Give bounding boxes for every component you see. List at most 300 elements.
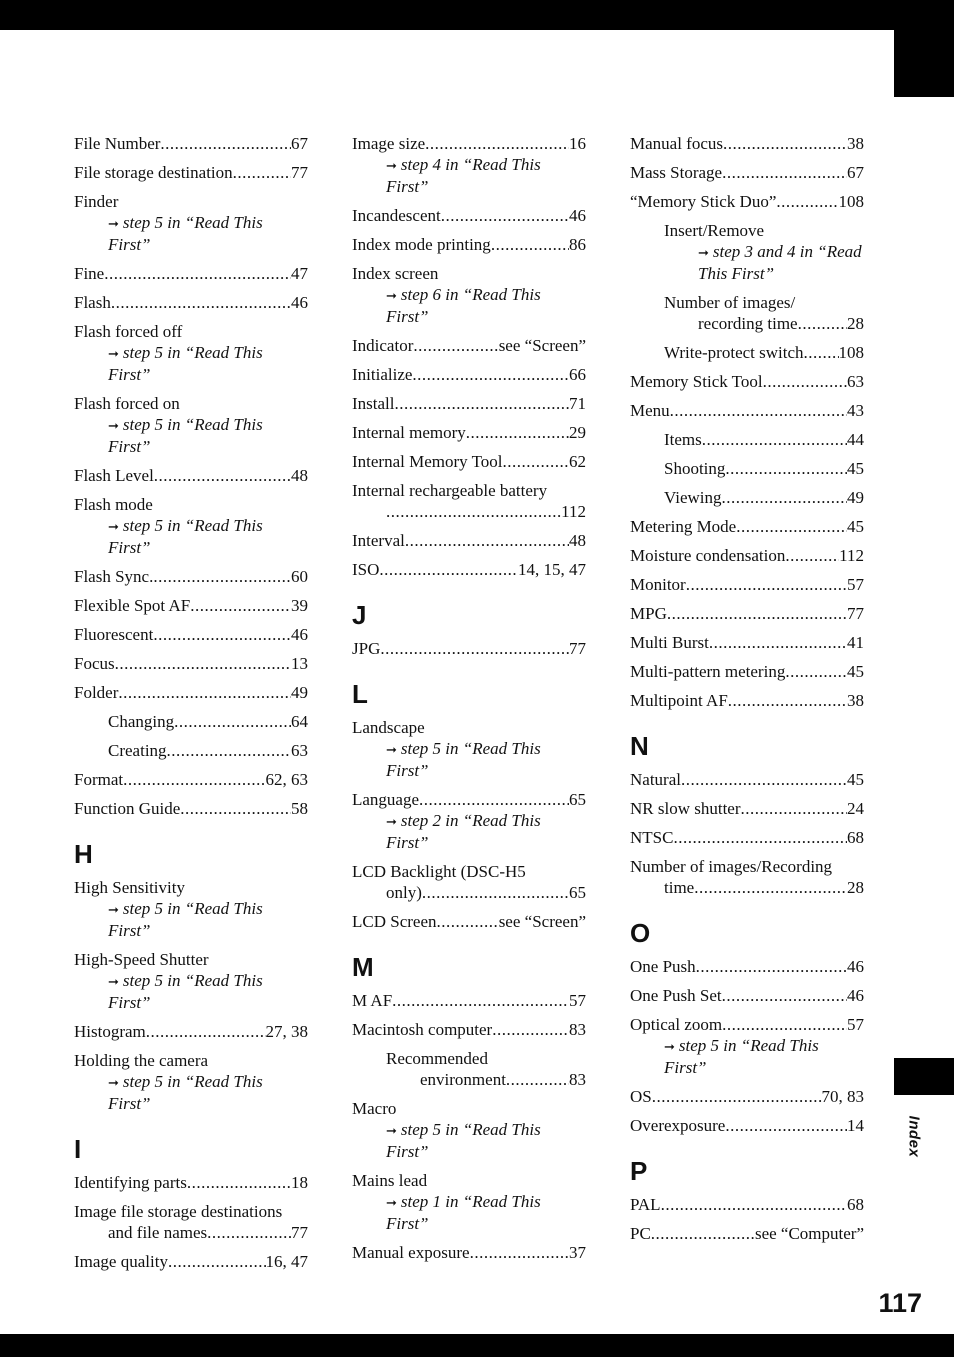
page-ref: 57	[569, 991, 586, 1010]
entry-label: Folder	[74, 683, 119, 702]
page-ref: 24	[847, 799, 864, 818]
page-ref: 77	[291, 163, 308, 182]
page-ref: 14, 15, 47	[518, 560, 586, 579]
entry-label: Changing	[108, 712, 175, 731]
index-letter-heading: P	[630, 1156, 648, 1186]
leader-dots	[651, 1223, 755, 1244]
index-entry	[352, 1242, 586, 1263]
top-black-bar	[0, 0, 954, 30]
entry-label: Fluorescent	[74, 625, 154, 644]
entry-label: Internal memory	[352, 423, 466, 442]
entry-continuation: and file names	[108, 1223, 208, 1242]
arrow-icon: ➞	[108, 216, 119, 231]
leader-dots	[380, 638, 569, 659]
leader-dots	[661, 1194, 847, 1215]
index-entry	[630, 162, 864, 183]
entry-label: Macintosh computer	[352, 1020, 493, 1039]
page-ref: 63	[847, 372, 864, 391]
entry-label: Overexposure	[630, 1116, 726, 1135]
index-entry	[630, 400, 864, 421]
cross-reference-text: step 5 in “Read This First”	[664, 1036, 819, 1077]
leader-dots	[174, 711, 291, 732]
page-ref: 83	[569, 1070, 586, 1089]
leader-dots	[736, 516, 847, 537]
index-entry	[630, 856, 864, 898]
arrow-icon: ➞	[108, 418, 119, 433]
index-column-2	[352, 133, 586, 1271]
entry-label: One Push Set	[630, 986, 722, 1005]
entry-label: Flash Sync.	[74, 567, 154, 586]
arrow-icon: ➞	[108, 974, 119, 989]
page-ref: 112	[839, 546, 864, 565]
index-entry	[352, 990, 586, 1011]
page-ref: 63	[291, 741, 308, 760]
page-number: 117	[878, 1288, 922, 1318]
leader-dots	[425, 133, 569, 154]
page-ref: 57	[847, 1015, 864, 1034]
page-ref: 16, 47	[265, 1252, 308, 1271]
entry-label: Items	[664, 430, 702, 449]
entry-label: Optical zoom	[630, 1015, 723, 1034]
entry-label: Interval	[352, 531, 405, 550]
index-subentry	[74, 740, 308, 761]
page-ref: 37	[569, 1243, 586, 1262]
page-ref: 46	[291, 293, 308, 312]
page-ref: 46	[847, 957, 864, 976]
leader-dots	[725, 1115, 847, 1136]
leader-dots	[386, 501, 561, 522]
entry-label: Multi Burst	[630, 633, 709, 652]
page-ref: 112	[561, 502, 586, 521]
page-ref: 77	[847, 604, 864, 623]
index-letter-heading: J	[352, 600, 367, 630]
index-subentry	[630, 458, 864, 479]
index-entry	[352, 133, 586, 197]
leader-dots	[709, 632, 847, 653]
leader-dots	[804, 342, 839, 363]
entry-label: File storage destination	[74, 163, 233, 182]
index-entry	[352, 638, 586, 659]
entry-label: NR slow shutter	[630, 799, 741, 818]
cross-reference	[630, 1035, 864, 1078]
index-letter-heading: I	[74, 1134, 82, 1164]
leader-dots	[154, 465, 291, 486]
entry-label: M AF	[352, 991, 393, 1010]
entry-label: PC	[630, 1224, 651, 1243]
arrow-icon: ➞	[386, 742, 397, 757]
entry-label: Holding the camera	[74, 1051, 209, 1070]
entry-label: Number of images/	[664, 293, 796, 312]
index-entry	[74, 292, 308, 313]
index-entry	[630, 1223, 864, 1244]
leader-dots	[686, 574, 847, 595]
entry-label: ISO	[352, 560, 380, 579]
entry-label: High-Speed Shutter	[74, 950, 209, 969]
entry-label: Function Guide	[74, 799, 181, 818]
entry-label: Internal Memory Tool	[352, 452, 503, 471]
cross-reference-text: step 6 in “Read This First”	[386, 285, 541, 326]
entry-continuation: recording time	[698, 314, 798, 333]
entry-label: PAL	[630, 1195, 661, 1214]
page-ref: 65	[569, 790, 586, 809]
leader-dots	[104, 263, 291, 284]
page-ref: 49	[291, 683, 308, 702]
index-entry	[74, 1201, 308, 1243]
leader-dots	[725, 458, 847, 479]
entry-label: LCD Screen	[352, 912, 437, 931]
cross-reference	[74, 970, 308, 1013]
entry-label: Identifying parts	[74, 1173, 187, 1192]
leader-dots	[233, 162, 291, 183]
leader-dots	[723, 133, 847, 154]
cross-reference	[352, 1119, 586, 1162]
entry-label: Index mode printing	[352, 235, 491, 254]
index-entry	[74, 263, 308, 284]
index-entry	[74, 162, 308, 183]
page-ref: 68	[847, 1195, 864, 1214]
leader-dots	[153, 624, 291, 645]
page-ref: 45	[847, 459, 864, 478]
index-subentry	[630, 342, 864, 363]
entry-label: Flash	[74, 293, 111, 312]
cross-reference	[74, 212, 308, 255]
index-letter-heading: O	[630, 918, 651, 948]
leader-dots	[670, 400, 847, 421]
entry-label: OS	[630, 1087, 652, 1106]
index-entry	[74, 133, 308, 154]
index-entry	[74, 1172, 308, 1193]
page-ref: 62, 63	[265, 770, 308, 789]
cross-reference-text: step 3 and 4 in “Read This First”	[698, 242, 862, 283]
entry-label: Metering Mode	[630, 517, 737, 536]
entry-label: Image quality	[74, 1252, 168, 1271]
arrow-icon: ➞	[386, 1123, 397, 1138]
entry-label: One Push	[630, 957, 696, 976]
leader-dots	[466, 422, 569, 443]
index-entry	[74, 624, 308, 645]
cross-reference	[74, 342, 308, 385]
page-ref: 41	[847, 633, 864, 652]
page-ref: 45	[847, 770, 864, 789]
index-entry	[74, 949, 308, 1013]
index-letter-heading: M	[352, 952, 374, 982]
cross-reference	[352, 810, 586, 853]
index-entry	[630, 191, 864, 212]
leader-dots	[667, 603, 847, 624]
leader-dots	[763, 371, 847, 392]
entry-label: MPG	[630, 604, 667, 623]
leader-dots	[785, 661, 847, 682]
page-ref: 70, 83	[821, 1087, 864, 1106]
arrow-icon: ➞	[108, 346, 119, 361]
index-subentry	[630, 429, 864, 450]
page-ref: 45	[847, 517, 864, 536]
index-entry	[630, 661, 864, 682]
page-ref: see “Screen”	[498, 336, 586, 355]
cross-reference	[74, 515, 308, 558]
page-ref: 48	[569, 531, 586, 550]
leader-dots	[776, 191, 838, 212]
index-entry	[352, 1170, 586, 1234]
cross-reference-text: step 5 in “Read This First”	[386, 739, 541, 780]
entry-label: Manual focus	[630, 134, 724, 153]
page-ref: 46	[569, 206, 586, 225]
leader-dots	[180, 798, 291, 819]
leader-dots	[728, 690, 847, 711]
cross-reference	[352, 284, 586, 327]
page-ref: 43	[847, 401, 864, 420]
page-ref: 77	[291, 1223, 308, 1242]
index-subentry	[352, 1048, 586, 1090]
index-entry	[630, 516, 864, 537]
index-entry	[630, 574, 864, 595]
cross-reference-text: step 5 in “Read This First”	[108, 899, 263, 940]
leader-dots	[673, 827, 847, 848]
index-entry	[352, 789, 586, 853]
index-entry	[74, 769, 308, 790]
entry-label: Mains lead	[352, 1171, 428, 1190]
index-entry	[352, 205, 586, 226]
entry-label: Multi-pattern metering	[630, 662, 786, 681]
entry-label: Number of images/Recording	[630, 857, 833, 876]
index-subentry	[630, 292, 864, 334]
leader-dots	[167, 740, 291, 761]
leader-dots	[111, 292, 291, 313]
page-ref: 67	[847, 163, 864, 182]
page-ref: 77	[569, 639, 586, 658]
index-letter-heading: H	[74, 839, 93, 869]
entry-label: Monitor	[630, 575, 686, 594]
cross-reference	[74, 898, 308, 941]
leader-dots	[379, 559, 518, 580]
leader-dots	[694, 877, 847, 898]
index-entry	[630, 956, 864, 977]
page-ref: 29	[569, 423, 586, 442]
index-entry	[74, 321, 308, 385]
index-entry	[630, 545, 864, 566]
entry-label: Image file storage destinations	[74, 1202, 283, 1221]
entry-label: Indicator	[352, 336, 414, 355]
index-side-tab	[894, 1058, 954, 1095]
cross-reference	[74, 414, 308, 457]
entry-label: NTSC	[630, 828, 674, 847]
index-entry	[630, 371, 864, 392]
index-entry	[352, 422, 586, 443]
entry-label: Manual exposure	[352, 1243, 470, 1262]
entry-label: Histogram	[74, 1022, 146, 1041]
page-ref: 46	[291, 625, 308, 644]
page-ref: 48	[291, 466, 308, 485]
index-entry	[74, 393, 308, 457]
index-letter-heading: L	[352, 679, 368, 709]
index-subentry	[630, 487, 864, 508]
entry-label: “Memory Stick Duo”	[630, 192, 777, 211]
leader-dots	[722, 162, 847, 183]
entry-label: Mass Storage	[630, 163, 723, 182]
entry-label: Viewing	[664, 488, 722, 507]
leader-dots	[190, 595, 291, 616]
entry-continuation: environment	[420, 1070, 506, 1089]
leader-dots	[395, 393, 570, 414]
arrow-icon: ➞	[108, 519, 119, 534]
entry-label: Format	[74, 770, 124, 789]
page-ref: 49	[847, 488, 864, 507]
arrow-icon: ➞	[386, 1195, 397, 1210]
entry-label: JPG	[352, 639, 381, 658]
entry-label: Write-protect switch	[664, 343, 804, 362]
leader-dots	[492, 1019, 569, 1040]
leader-dots	[722, 1014, 847, 1035]
index-entry	[74, 494, 308, 558]
index-entry	[352, 1098, 586, 1162]
page-ref: see “Computer”	[754, 1224, 864, 1243]
leader-dots	[392, 990, 569, 1011]
cross-reference	[352, 154, 586, 197]
index-entry	[74, 566, 308, 587]
leader-dots	[798, 313, 847, 334]
entry-continuation: only)	[386, 883, 422, 902]
index-column-3	[630, 133, 864, 1252]
page-ref: 68	[847, 828, 864, 847]
top-corner-tab	[894, 30, 954, 97]
cross-reference	[74, 1071, 308, 1114]
cross-reference-text: step 2 in “Read This First”	[386, 811, 541, 852]
entry-label: Flash forced on	[74, 394, 180, 413]
index-entry	[352, 559, 586, 580]
leader-dots	[123, 769, 265, 790]
entry-label: Index screen	[352, 264, 439, 283]
leader-dots	[491, 234, 569, 255]
entry-label: Memory Stick Tool	[630, 372, 763, 391]
page-ref: 39	[291, 596, 308, 615]
page-ref: 83	[569, 1020, 586, 1039]
arrow-icon: ➞	[386, 288, 397, 303]
arrow-icon: ➞	[698, 245, 709, 260]
leader-dots	[168, 1251, 266, 1272]
entry-label: Natural	[630, 770, 681, 789]
entry-label: Flash forced off	[74, 322, 183, 341]
page-ref: 38	[847, 691, 864, 710]
index-entry	[352, 234, 586, 255]
entry-label: File Number	[74, 134, 161, 153]
cross-reference-text: step 4 in “Read This First”	[386, 155, 541, 196]
page-ref: 86	[569, 235, 586, 254]
entry-label: Insert/Remove	[664, 221, 765, 240]
index-entry	[630, 1086, 864, 1107]
cross-reference-text: step 5 in “Read This First”	[108, 1072, 263, 1113]
page-ref: 108	[838, 192, 864, 211]
index-entry	[630, 769, 864, 790]
leader-dots	[785, 545, 839, 566]
index-subentry	[630, 220, 864, 284]
entry-label: Incandescent	[352, 206, 441, 225]
cross-reference	[664, 241, 864, 284]
leader-dots	[722, 487, 847, 508]
index-entry	[74, 1021, 308, 1042]
page-ref: 108	[838, 343, 864, 362]
cross-reference-text: step 5 in “Read This First”	[108, 343, 263, 384]
cross-reference-text: step 5 in “Read This First”	[108, 516, 263, 557]
entry-label: Creating	[108, 741, 167, 760]
page-ref: 64	[291, 712, 308, 731]
index-entry	[630, 1194, 864, 1215]
leader-dots	[153, 566, 291, 587]
page-ref: 65	[569, 883, 586, 902]
entry-label: Flash Level	[74, 466, 154, 485]
page-ref: see “Screen”	[498, 912, 586, 931]
cross-reference-text: step 5 in “Read This First”	[108, 415, 263, 456]
entry-label: Finder	[74, 192, 119, 211]
leader-dots	[681, 769, 847, 790]
index-entry	[74, 1050, 308, 1114]
entry-label: Flexible Spot AF	[74, 596, 191, 615]
page-ref: 28	[847, 878, 864, 897]
index-entry	[630, 632, 864, 653]
page-ref: 18	[291, 1173, 308, 1192]
index-letter-heading: N	[630, 731, 649, 761]
entry-label: Initialize	[352, 365, 413, 384]
page-ref: 44	[847, 430, 864, 449]
index-entry	[630, 133, 864, 154]
leader-dots	[146, 1021, 266, 1042]
leader-dots	[437, 911, 499, 932]
leader-dots	[419, 789, 569, 810]
cross-reference-text: step 1 in “Read This First”	[386, 1192, 541, 1233]
cross-reference	[352, 738, 586, 781]
entry-label: Flash mode	[74, 495, 153, 514]
leader-dots	[503, 451, 569, 472]
leader-dots	[422, 882, 569, 903]
index-entry	[630, 985, 864, 1006]
index-entry	[74, 877, 308, 941]
entry-label: Internal rechargeable battery	[352, 481, 548, 500]
entry-label: Fine	[74, 264, 105, 283]
entry-label: Install	[352, 394, 395, 413]
cross-reference-text: step 5 in “Read This First”	[108, 213, 263, 254]
index-entry	[630, 1115, 864, 1136]
index-side-label: Index	[905, 1115, 923, 1158]
page-ref: 16	[569, 134, 586, 153]
page-ref: 71	[569, 394, 586, 413]
index-entry	[352, 861, 586, 903]
leader-dots	[115, 653, 291, 674]
index-entry	[74, 682, 308, 703]
entry-label: High Sensitivity	[74, 878, 185, 897]
leader-dots	[412, 364, 569, 385]
leader-dots	[160, 133, 291, 154]
entry-label: Landscape	[352, 718, 425, 737]
index-entry	[74, 595, 308, 616]
cross-reference-text: step 5 in “Read This First”	[386, 1120, 541, 1161]
page-ref: 67	[291, 134, 308, 153]
entry-label: Image size	[352, 134, 426, 153]
index-entry	[74, 653, 308, 674]
page-ref: 13	[291, 654, 308, 673]
page-ref: 57	[847, 575, 864, 594]
leader-dots	[702, 429, 847, 450]
leader-dots	[405, 530, 569, 551]
entry-label: Shooting	[664, 459, 726, 478]
index-entry	[630, 603, 864, 624]
cross-reference-text: step 5 in “Read This First”	[108, 971, 263, 1012]
index-subentry	[74, 711, 308, 732]
arrow-icon: ➞	[664, 1039, 675, 1054]
leader-dots	[722, 985, 847, 1006]
index-entry	[352, 530, 586, 551]
page-ref: 47	[291, 264, 308, 283]
leader-dots	[506, 1069, 569, 1090]
leader-dots	[441, 205, 569, 226]
